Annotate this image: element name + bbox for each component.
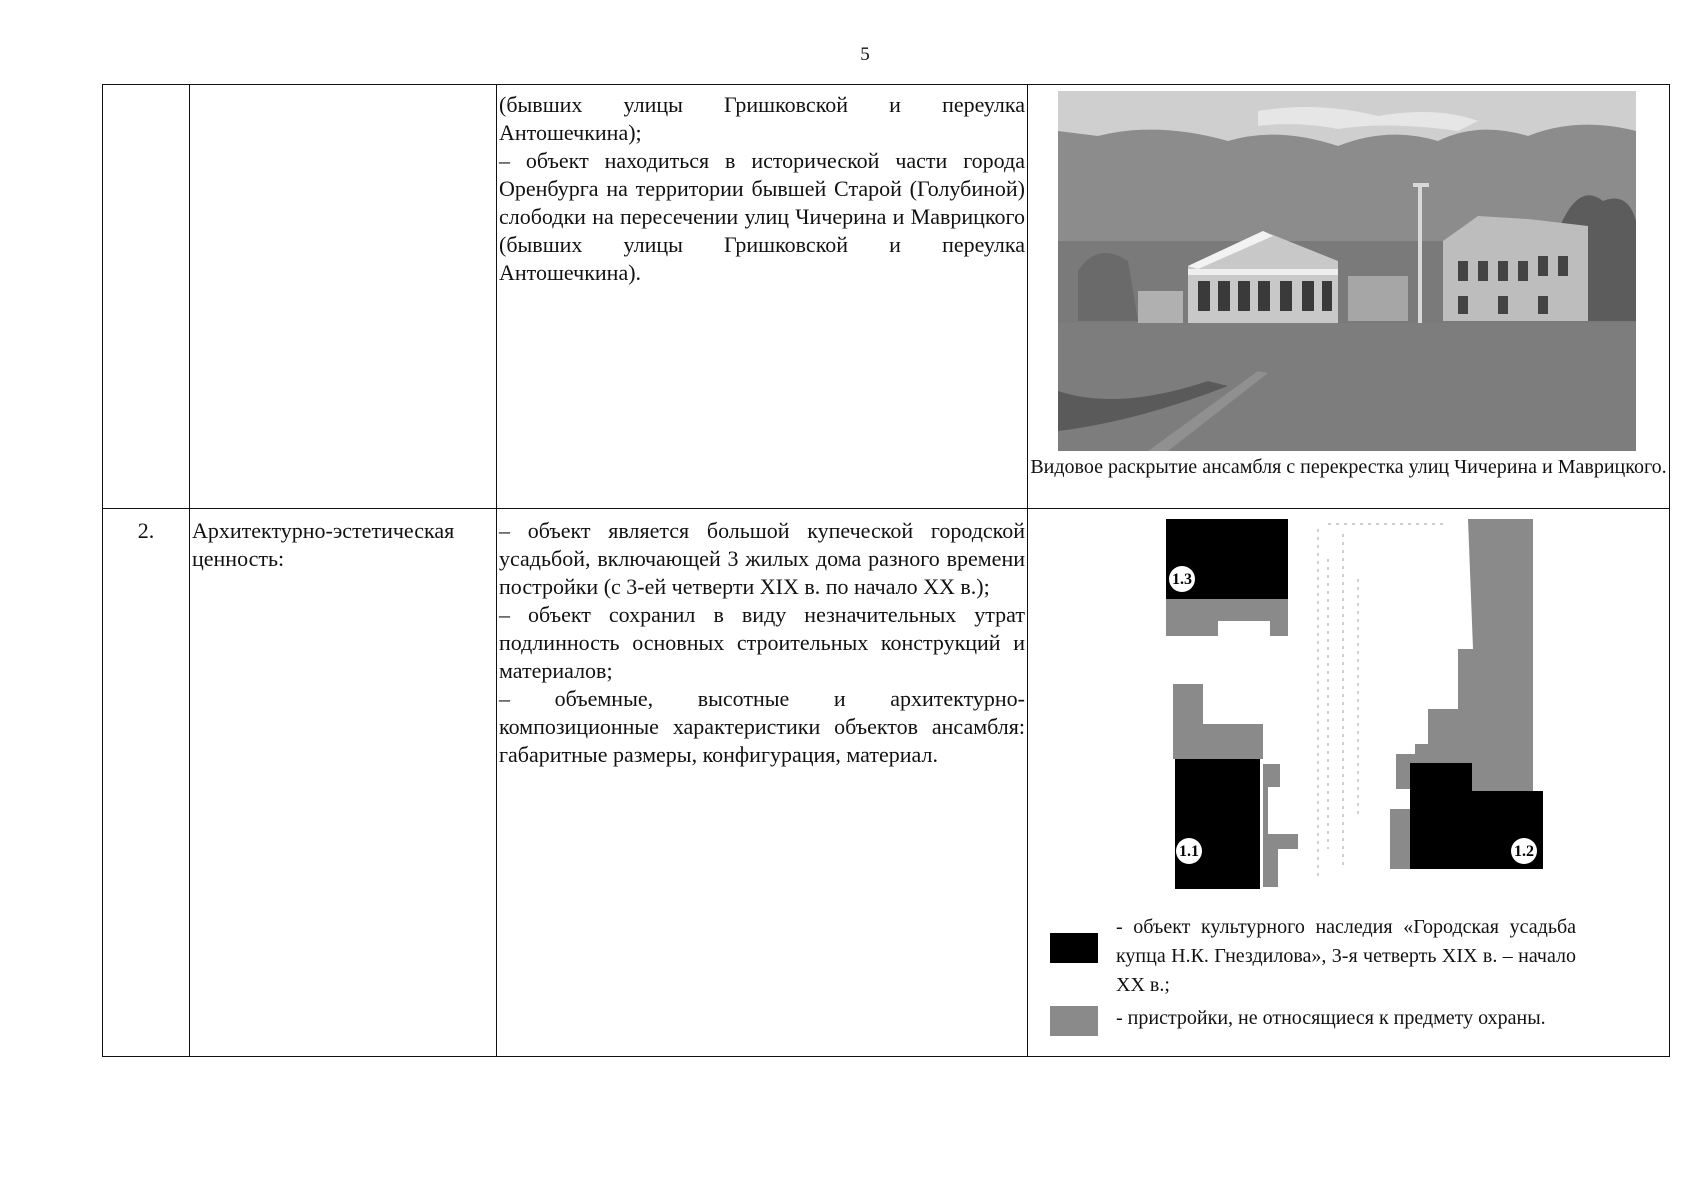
description-cell [497,509,1028,1057]
row-number-cell: 2. [103,509,190,1057]
plan-label: 1.2 [1514,843,1534,860]
table-row [103,85,1670,509]
image-cell [1028,509,1670,1057]
plan-legend [1050,913,1669,1036]
legend-item: - объект культурного наследия «Городская усадьба купца Н.К. Гнездилова», 3-я четверть XIX в. – начало XX в.; [1050,913,1669,1000]
heritage-table [102,84,1670,1057]
street-photo [1058,91,1636,451]
description-cell [497,85,1028,509]
grey-swatch [1050,1006,1098,1036]
description-paragraph: (бывших улицы Гришковской и переулка Антошечкина); [499,92,1025,145]
description-paragraph: – объект находиться в исторической части города Оренбурга на территории бывшей Старой (Голубиной) слободки на пересечении улиц Чичерина и Маврицкого (бывших улицы Гришковской и переулка Антошечкина). [499,148,1025,285]
page-number: 5 [860,44,870,65]
row-number-cell [103,85,190,509]
description-paragraph: – объемные, высотные и архитектурно-композиционные характеристики объектов ансамбля: габаритные размеры, конфигурация, материал. [499,686,1025,767]
description-paragraph: – объект является большой купеческой городской усадьбой, включающей 3 жилых дома разного времени постройки (с 3-ей четверти XIX в. по начало XX в.); [499,518,1025,599]
legend-item: - пристройки, не относящиеся к предмету охраны. [1050,1004,1669,1036]
site-plan [1128,519,1568,899]
table-row [103,509,1670,1057]
criterion-cell [190,85,497,509]
black-swatch [1050,933,1098,963]
criterion-cell: Архитектурно-эстетическая ценность: [190,509,497,1057]
description-paragraph: – объект сохранил в виду незначительных утрат подлинность основных строительных конструкций и материалов; [499,602,1025,683]
plan-label: 1.1 [1179,843,1199,860]
photo-caption: Видовое раскрытие ансамбля с перекрестка улиц Чичерина и Маврицкого. [1030,456,1667,478]
image-cell [1028,85,1670,509]
plan-label: 1.3 [1172,571,1192,588]
